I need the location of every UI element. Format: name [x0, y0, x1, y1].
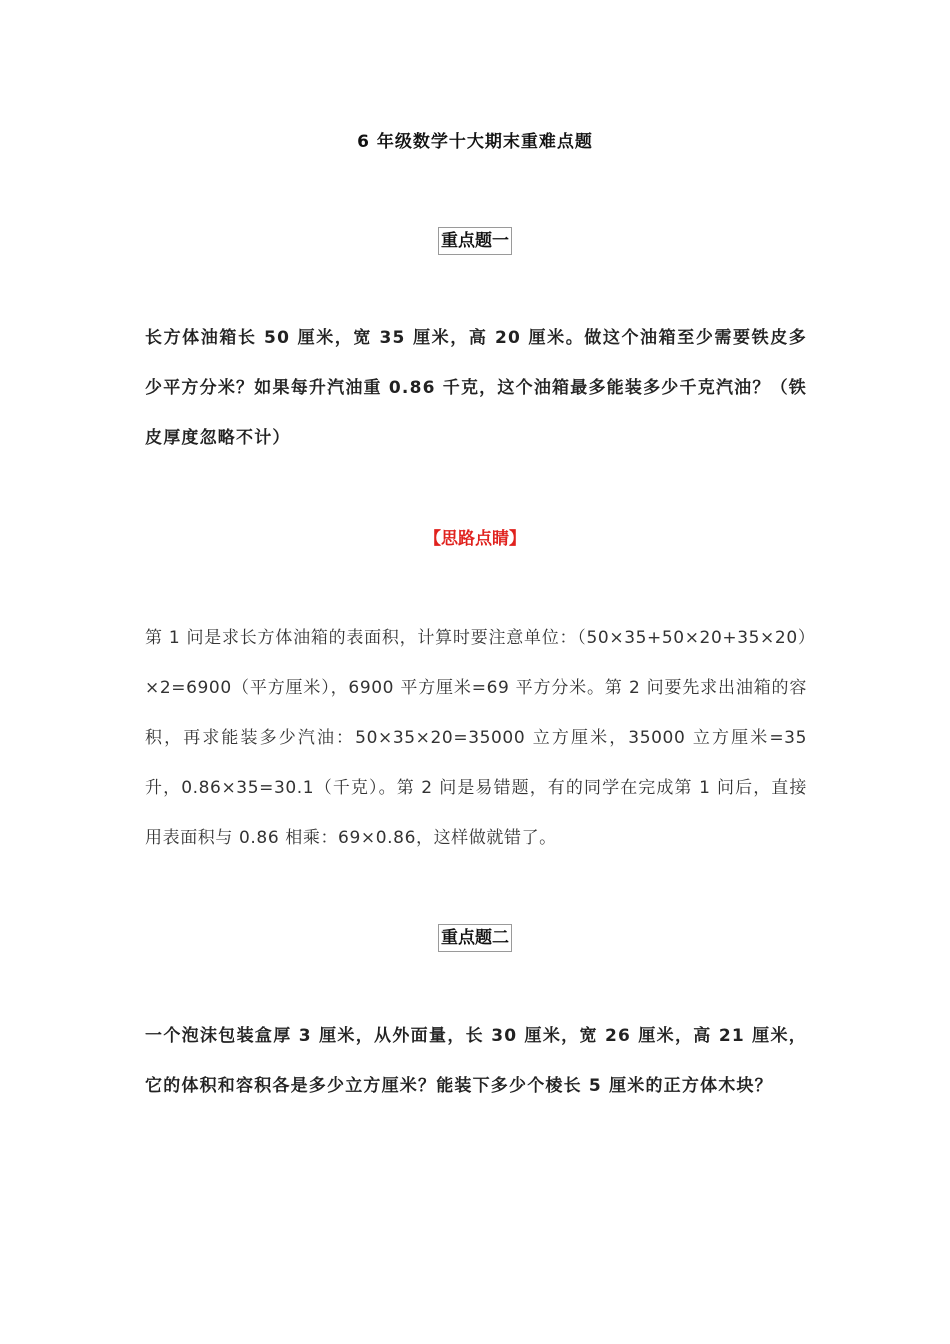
explanation-text: 第 1 问是求长方体油箱的表面积，计算时要注意单位：（50×35+50×20+35×20）×2=6900（平方厘米），6900 平方厘米=69 平方分米。第 2 问要先求出油箱的容积，再求能装多少汽油：50×35×20=35000 立方厘米，35000 立方厘米=35 升，0.86×35=30.1（千克）。第 2 问是易错题，有的同学在完成第 1 问后，直接用表面积与 0.86 相乘：69×0.86，这样做就错了。 — [145, 628, 807, 848]
section-heading-2-label: 重点题二 — [438, 924, 512, 952]
hint-title: 【思路点睛】 — [424, 529, 526, 549]
problem-2-text: 一个泡沫包装盒厚 3 厘米，从外面量，长 30 厘米，宽 26 厘米，高 21 厘米，它的体积和容积各是多少立方厘米？能装下多少个棱长 5 厘米的正方体木块？ — [145, 1026, 807, 1096]
section-heading-2 — [0, 924, 950, 952]
section-heading-1-label: 重点题一 — [438, 227, 512, 255]
document-title: 6 年级数学十大期末重难点题 — [357, 132, 593, 152]
section-heading-1 — [0, 227, 950, 255]
problem-1-text: 长方体油箱长 50 厘米，宽 35 厘米，高 20 厘米。做这个油箱至少需要铁皮多少平方分米？如果每升汽油重 0.86 千克，这个油箱最多能装多少千克汽油？（铁皮厚度忽略不计） — [145, 328, 807, 448]
